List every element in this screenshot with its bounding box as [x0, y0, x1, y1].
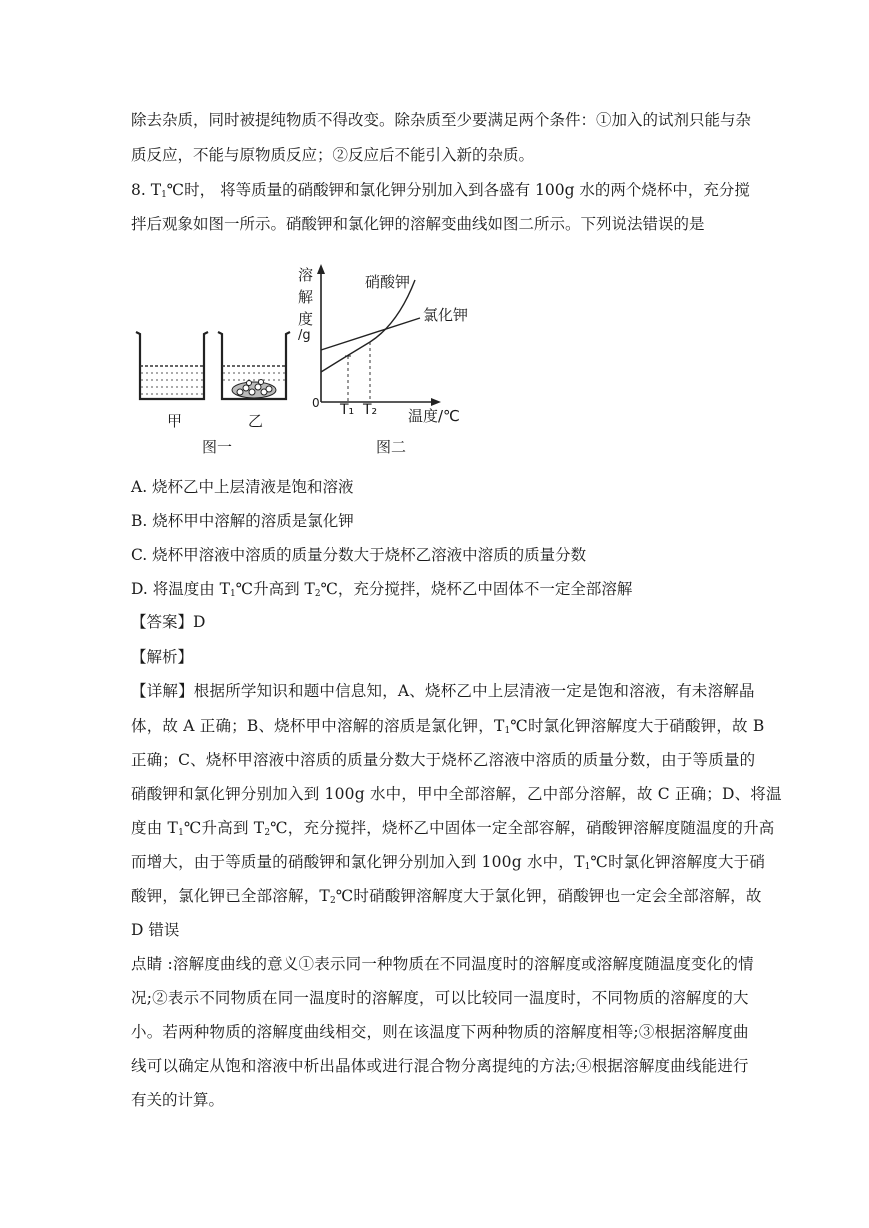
text-line: 拌后观象如图一所示。硝酸钾和氯化钾的溶解变曲线如图二所示。下列说法错误的是: [131, 215, 705, 233]
detail-line: 【详解】根据所学知识和题中信息知，A、烧杯乙中上层清液一定是饱和溶液，有未溶解晶: [131, 682, 755, 700]
beaker-yi: [218, 332, 290, 399]
subscript: 1: [230, 589, 236, 599]
od-b: ℃升高到 T: [235, 580, 315, 598]
xlabel: 温度/℃: [408, 407, 460, 425]
detail-line: D 错误: [131, 921, 180, 939]
note-line: 小。若两种物质的溶解度曲线相交，则在该温度下两种物质的溶解度相等;③根据溶解度曲: [131, 1023, 749, 1041]
subscript: 2: [329, 896, 336, 906]
detail-line: 正确；C、烧杯甲溶液中溶质的质量分数大于烧杯乙溶液中溶质的质量分数，由于等质量的: [131, 751, 756, 769]
d5-a: 度由 T: [131, 819, 179, 837]
answer-line: 【答案】D: [131, 613, 206, 631]
d2-b: ℃时氯化钾溶解度大于硝酸钾，故 B: [510, 717, 765, 735]
option-a: A. 烧杯乙中上层清液是饱和溶液: [131, 478, 354, 496]
q-rest: ℃时， 将等质量的硝酸钾和氯化钾分别加入到各盛有 100g 水的两个烧杯中，充分搅: [166, 181, 750, 199]
detail-line: [131, 716, 764, 741]
subscript: 2: [314, 589, 321, 599]
d6-a: 而增大，由于等质量的硝酸钾和氯化钾分别加入到 100g 水中，T: [131, 853, 585, 871]
ylabel-char-2: 解: [298, 288, 314, 306]
d5-c: ℃，充分搅拌，烧杯乙中固体一定全部容解，硝酸钾溶解度随温度的升高: [270, 819, 775, 837]
fig2-caption: 图二: [376, 438, 407, 456]
note-line: 况;②表示不同物质在同一温度时的溶解度，可以比较同一温度时，不同物质的溶解度的大: [131, 989, 749, 1007]
t1-label: T₁: [340, 402, 355, 418]
d5-b: ℃升高到 T: [184, 819, 265, 837]
detail-line: [131, 852, 765, 877]
subscript: 1: [504, 726, 511, 736]
kcl-label: 氯化钾: [423, 306, 469, 324]
analysis-heading: 【解析】: [131, 648, 194, 666]
detail-line: 硝酸钾和氯化钾分别加入到 100g 水中，甲中全部溶解，乙中部分溶解，故 C 正确；D、将温: [131, 785, 782, 803]
detail-line: [131, 818, 775, 843]
note-line: 点睛 :溶解度曲线的意义①表示同一种物质在不同温度时的溶解度或溶解度随温度变化的情: [131, 955, 754, 973]
subscript: 1: [161, 190, 167, 200]
subscript: 1: [584, 862, 591, 872]
note-line: 有关的计算。: [131, 1091, 225, 1109]
q-prefix: 8. T: [131, 181, 162, 199]
question-8: [131, 180, 750, 205]
text-line: 除去杂质，同时被提纯物质不得改变。除杂质至少要满足两个条件：①加入的试剂只能与杂: [131, 111, 752, 129]
d7-a: 酸钾，氯化钾已全部溶解，T: [131, 887, 330, 905]
beaker-jia: [136, 332, 208, 399]
note-line: 线可以确定从饱和溶液中析出晶体或进行混合物分离提纯的方法;④根据溶解度曲线能进行: [131, 1057, 749, 1075]
option-d: [131, 579, 632, 604]
detail-line: [131, 886, 762, 911]
origin-label: 0: [312, 396, 320, 410]
option-b: B. 烧杯甲中溶解的溶质是氯化钾: [131, 512, 354, 530]
subscript: 2: [264, 828, 271, 838]
kno3-label: 硝酸钾: [365, 273, 411, 291]
d6-b: ℃时氯化钾溶解度大于硝: [590, 853, 766, 871]
ylabel-char-1: 溶: [298, 266, 314, 284]
ylabel-char-3: 度: [298, 310, 314, 328]
od-c: ℃，充分搅拌，烧杯乙中固体不一定全部溶解: [320, 580, 633, 598]
d2-a: 体，故 A 正确；B、烧杯甲中溶解的溶质是氯化钾，T: [131, 717, 505, 735]
t2-label: T₂: [363, 402, 378, 418]
fig1-caption: 图一: [202, 438, 233, 456]
label-jia: 甲: [167, 412, 183, 430]
question-figure: [130, 262, 490, 460]
subscript: 1: [178, 828, 185, 838]
ylabel-char-4: /g: [298, 328, 311, 343]
od-a: D. 将温度由 T: [131, 580, 230, 598]
option-c: C. 烧杯甲溶液中溶质的质量分数大于烧杯乙溶液中溶质的质量分数: [131, 546, 587, 564]
label-yi: 乙: [248, 412, 264, 430]
text-line: 质反应，不能与原物质反应；②反应后不能引入新的杂质。: [131, 146, 535, 164]
d7-b: ℃时硝酸钾溶解度大于氯化钾，硝酸钾也一定会全部溶解，故: [335, 887, 762, 905]
